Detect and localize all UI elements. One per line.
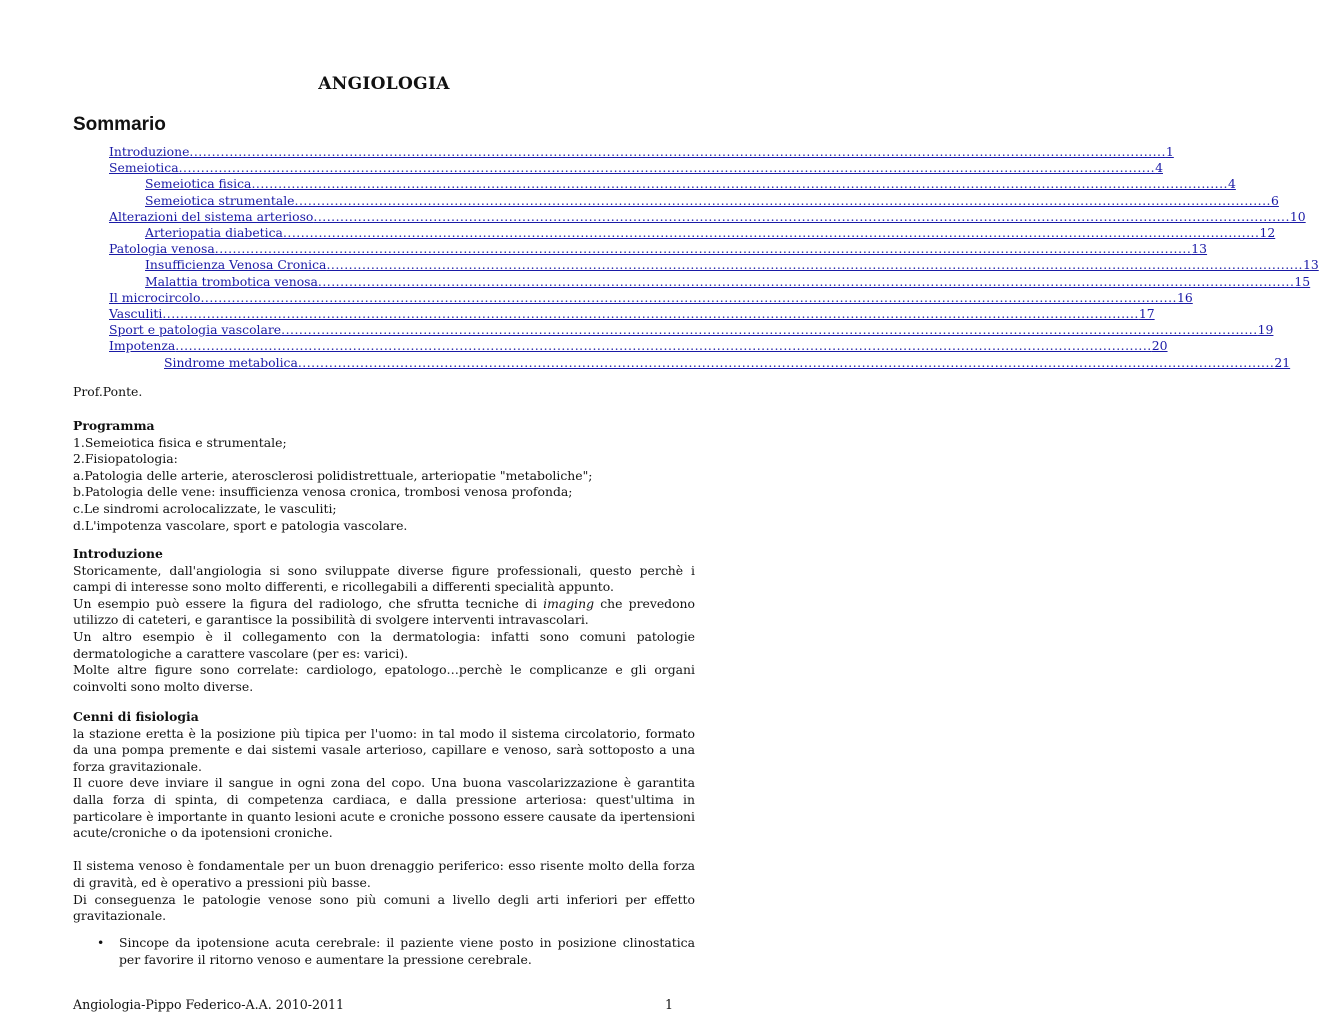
imaging-term: imaging bbox=[543, 595, 595, 611]
toc-entry[interactable] bbox=[145, 225, 1276, 241]
toc-entry[interactable] bbox=[145, 257, 1319, 273]
toc-leader-dots: ............................................................................................................................................................................................................................ bbox=[251, 176, 1228, 192]
toc-entry-page: 13 bbox=[1302, 257, 1319, 273]
programma-heading: Programma bbox=[73, 418, 155, 433]
fisiologia-paragraph: Di conseguenza le patologie venose sono più comuni a livello degli arti inferiori per effetto gravitazionale. bbox=[73, 891, 695, 924]
toc-entry-label: Malattia trombotica venosa bbox=[145, 273, 318, 289]
author: Prof.Ponte. bbox=[73, 384, 143, 399]
toc-entry-label: Impotenza bbox=[109, 338, 176, 354]
fisiologia-paragraph: Il cuore deve inviare il sangue in ogni zona del copo. Una buona vascolarizzazione è garantita dalla forza di spinta, di competenza cardiaca, e dalla pressione arteriosa: quest'ultima in particolare è importante in quanto lesioni acute e croniche possono essere causate da ipertensioni acute/croniche o da ipotensioni croniche. bbox=[73, 775, 695, 841]
toc-leader-dots: ............................................................................................................................................................................................................................ bbox=[317, 273, 1295, 289]
fisiologia-paragraph: la stazione eretta è la posizione più tipica per l'uomo: in tal modo il sistema circolatorio, formato da una pompa premente e dai sistemi vasale arterioso, capillare e venoso, sarà sottoposto a una forza gravitazionale. bbox=[73, 725, 695, 774]
programma-line: b.Patologia delle vene: insufficienza venosa cronica, trombosi venosa profonda; bbox=[73, 484, 573, 500]
toc-entry-label: Vasculiti bbox=[109, 306, 163, 321]
toc-entry-page: 12 bbox=[1259, 225, 1276, 240]
summary-heading: Sommario bbox=[73, 114, 166, 135]
toc-leader-dots: ............................................................................................................................................................................................................................ bbox=[297, 354, 1275, 370]
introduzione-section bbox=[73, 546, 695, 695]
toc-entry-label: Insufficienza Venosa Cronica bbox=[145, 257, 327, 273]
toc-entry-page: 13 bbox=[1191, 241, 1208, 257]
introduzione-paragraph: Molte altre figure sono correlate: cardiologo, epatologo…perchè le complicanze e gli organi coinvolti sono molto diverse. bbox=[73, 662, 695, 694]
author-line bbox=[73, 384, 695, 401]
fisiologia-paragraph: Il sistema venoso è fondamentale per un buon drenaggio periferico: esso risente molto della forza di gravità, ed è operativo a pressioni più basse. bbox=[73, 858, 695, 890]
toc-entry-page: 6 bbox=[1271, 192, 1279, 208]
footer-page-number: 1 bbox=[665, 997, 674, 1012]
toc-entry-label: Il microcircolo bbox=[109, 289, 201, 305]
toc-entry-label: Semeiotica strumentale bbox=[145, 192, 295, 208]
toc-entry-page: 15 bbox=[1294, 273, 1311, 289]
toc-entry-label: Sport e patologia vascolare bbox=[109, 322, 282, 338]
toc-entry-page: 20 bbox=[1151, 338, 1168, 354]
toc-entry-page: 17 bbox=[1138, 306, 1155, 321]
toc-entry-page: 4 bbox=[1155, 160, 1163, 176]
toc-leader-dots: ............................................................................................................................................................................................................................ bbox=[281, 322, 1258, 338]
toc-leader-dots: ............................................................................................................................................................................................................................ bbox=[282, 225, 1260, 240]
toc-leader-dots: ............................................................................................................................................................................................................................ bbox=[175, 338, 1152, 354]
toc-entry[interactable] bbox=[109, 144, 1174, 160]
toc-entry[interactable] bbox=[164, 354, 1291, 371]
toc-entry-label: Semeiotica bbox=[109, 160, 179, 176]
toc-entry-label: Alterazioni del sistema arterioso bbox=[109, 208, 314, 224]
toc-entry-page: 21 bbox=[1274, 354, 1291, 370]
toc-entry[interactable] bbox=[109, 322, 1274, 338]
toc-leader-dots: ............................................................................................................................................................................................................................ bbox=[189, 144, 1166, 159]
toc-leader-dots: ............................................................................................................................................................................................................................ bbox=[313, 208, 1290, 224]
introduzione-paragraph: Storicamente, dall'angiologia si sono sviluppate diverse figure professionali, questo perchè i campi di interesse sono molto differenti, e ricollegabili a differenti specialità appunto. bbox=[73, 562, 695, 595]
programma-section bbox=[73, 418, 695, 534]
toc-entry[interactable] bbox=[145, 192, 1279, 209]
document-title: ANGIOLOGIA bbox=[318, 74, 450, 94]
toc-leader-dots: ............................................................................................................................................................................................................................ bbox=[200, 289, 1177, 305]
bullet-text: Sincope da ipotensione acuta cerebrale: il paziente viene posto in posizione clinostatica per favorire il ritorno venoso e aumentare la pressione cerebrale. bbox=[119, 935, 695, 967]
toc-leader-dots: ............................................................................................................................................................................................................................ bbox=[178, 160, 1156, 176]
toc-leader-dots: ............................................................................................................................................................................................................................ bbox=[214, 241, 1192, 257]
toc-leader-dots: ............................................................................................................................................................................................................................ bbox=[294, 192, 1271, 208]
toc-entry-label: Sindrome metabolica bbox=[164, 354, 298, 370]
fisiologia-section bbox=[73, 709, 695, 925]
introduzione-paragraph: Un altro esempio è il collegamento con la dermatologia: infatti sono comuni patologie dermatologiche a carattere vascolare (per es: varici). bbox=[73, 628, 695, 661]
toc-entry-label: Arteriopatia diabetica bbox=[145, 225, 283, 240]
toc-entry-label: Semeiotica fisica bbox=[145, 176, 252, 192]
programma-line: 1.Semeiotica fisica e strumentale; bbox=[73, 434, 287, 450]
toc-entry[interactable] bbox=[109, 338, 1168, 354]
toc-entry[interactable] bbox=[109, 241, 1208, 257]
toc-entry[interactable] bbox=[109, 160, 1163, 176]
programma-line: 2.Fisiopatologia: bbox=[73, 451, 178, 467]
introduzione-paragraph: Un esempio può essere la figura del radiologo, che sfrutta tecniche di imaging che prevedono utilizzo di cateteri, e garantisce la possibilità di svolgere interventi intravascolari. bbox=[73, 595, 695, 628]
programma-line: d.L'impotenza vascolare, sport e patologia vascolare. bbox=[73, 517, 408, 533]
toc-entry-page: 4 bbox=[1227, 176, 1236, 192]
toc-entry[interactable] bbox=[109, 306, 1155, 322]
toc-entry[interactable] bbox=[145, 176, 1236, 192]
introduzione-heading: Introduzione bbox=[73, 546, 163, 561]
toc-entry-label: Patologia venosa bbox=[109, 241, 215, 257]
footer-text: Angiologia-Pippo Federico-A.A. 2010-2011 bbox=[73, 997, 345, 1012]
toc-entry-page: 19 bbox=[1257, 322, 1274, 338]
toc-entry-page: 1 bbox=[1165, 144, 1174, 159]
bullet-icon: • bbox=[97, 935, 105, 950]
programma-line: c.Le sindromi acrolocalizzate, le vasculiti; bbox=[73, 500, 337, 516]
programma-line: a.Patologia delle arterie, aterosclerosi polidistrettuale, arteriopatie "metaboliche"; bbox=[73, 467, 593, 483]
toc-entry-label: Introduzione bbox=[109, 144, 190, 159]
toc-entry-page: 16 bbox=[1176, 289, 1193, 305]
toc-entry[interactable] bbox=[145, 273, 1311, 290]
fisiologia-heading: Cenni di fisiologia bbox=[73, 709, 199, 724]
toc-entry-page: 10 bbox=[1289, 208, 1306, 224]
toc-leader-dots: ............................................................................................................................................................................................................................ bbox=[162, 306, 1139, 321]
toc-entry[interactable] bbox=[109, 208, 1306, 225]
toc-entry[interactable] bbox=[109, 289, 1193, 306]
toc-leader-dots: ............................................................................................................................................................................................................................ bbox=[326, 257, 1303, 273]
